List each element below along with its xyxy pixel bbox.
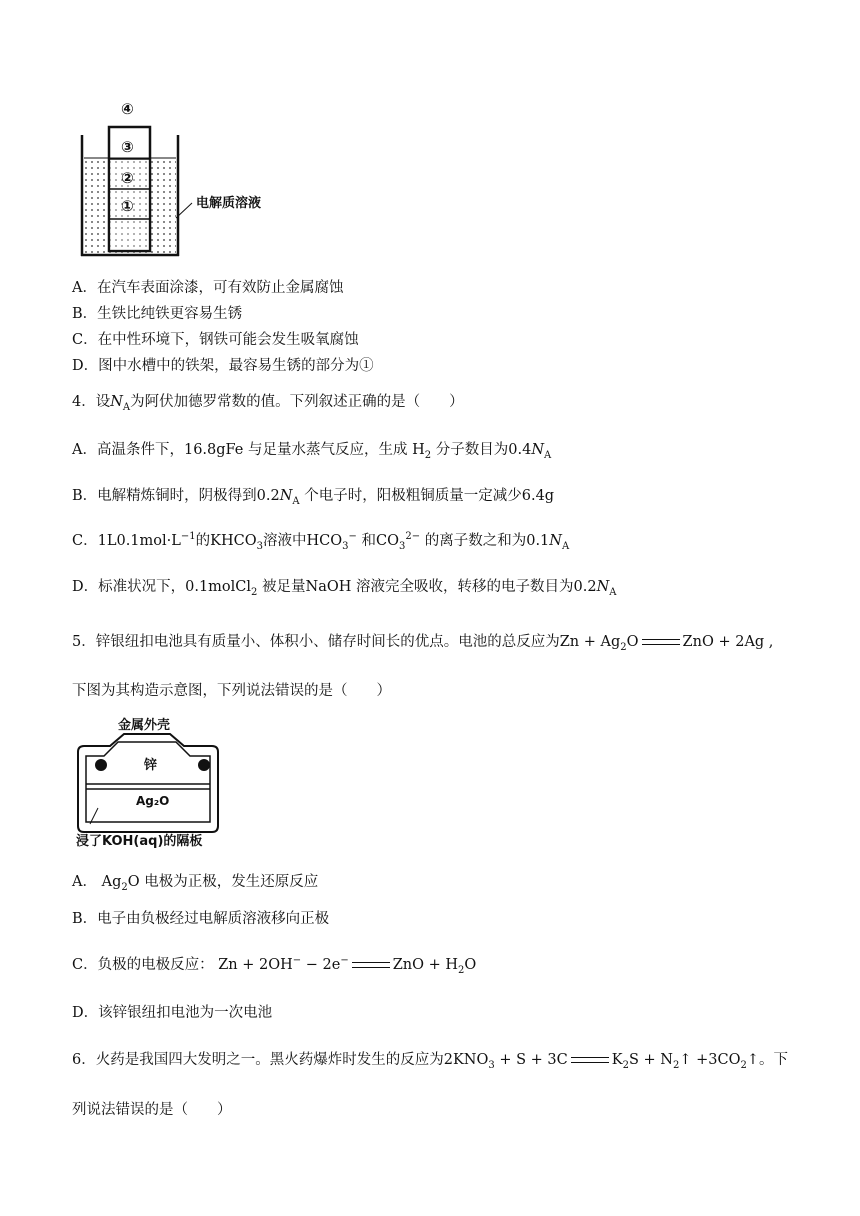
label-2: ②: [121, 169, 134, 187]
label-4: ④: [121, 100, 134, 118]
q3-option-b: B．生铁比纯铁更容易生锈: [72, 306, 243, 322]
q6-stem: 6．火药是我国四大发明之一。黑火药爆炸时发生的反应为$2KNO_3 + S + 3C$ $K_2S$ + $N_2↑$ $+3CO_2↑$。下: [72, 1052, 788, 1071]
q5-stem-line2: 下图为其构造示意图，下列说法错误的是（ ）: [72, 683, 391, 699]
iron-frame-figure: [72, 100, 292, 260]
q4-option-a: A．高温条件下，16.8gFe 与足量水蒸气反应，生成 $H_2$ 分子数目为$0.4N_A$: [72, 442, 552, 461]
separator-label: 浸了KOH(aq)的隔板: [76, 834, 203, 849]
equals-sign: [642, 639, 680, 645]
q5-stem: 5．锌银纽扣电池具有质量小、体积小、储存时间长的优点。电池的总反应为$Zn + Ag_2O$ ZnO + 2Ag ,: [72, 634, 774, 653]
q4-option-d: D．标准状况下，0.1molCl$_2$ 被足量NaOH 溶液完全吸收，转移的电子数目为$0.2N_A$: [72, 579, 617, 598]
q5-option-a: A． $Ag_2O$ 电极为正极，发生还原反应: [72, 874, 319, 893]
zinc-label: 锌: [144, 758, 158, 773]
label-1: ①: [121, 197, 134, 215]
ag2o-label: Ag₂O: [136, 794, 170, 808]
q5-option-c: C．负极的电极反应： Zn + 2OH− − 2e− ZnO + $H_2O$: [72, 955, 477, 976]
label-3: ③: [121, 138, 134, 156]
q5-option-b: B．电子由负极经过电解质溶液移向正极: [72, 911, 330, 927]
q5-option-d: D．该锌银纽扣电池为一次电池: [72, 1005, 273, 1021]
q3-option-a: A．在汽车表面涂漆，可有效防止金属腐蚀: [72, 280, 344, 296]
q6-stem-line2: 列说法错误的是（ ）: [72, 1102, 232, 1118]
equals-sign: [352, 962, 390, 968]
electrolyte-label: 电解质溶液: [196, 196, 262, 211]
q4-option-b: B．电解精炼铜时，阴极得到$0.2N_A$ 个电子时，阳极粗铜质量一定减少6.4g: [72, 488, 555, 507]
q3-option-d: D．图中水槽中的铁架，最容易生锈的部分为①: [72, 358, 374, 374]
q4-option-c: C．$1L0.1mol\cdot L^{-1}$的$KHCO_3$溶液中$HCO_3^-$ 和$CO_3^{2-}$ 的离子数之和为$0.1N_A$: [72, 531, 570, 552]
metal-shell-label: 金属外壳: [118, 718, 171, 733]
q4-stem: 4．设$N_A$为阿伏加德罗常数的值。下列叙述正确的是（ ）: [72, 394, 464, 413]
iron-frame-diagram: [72, 100, 292, 260]
button-battery-figure: [72, 712, 232, 852]
q3-option-c: C．在中性环境下，钢铁可能会发生吸氧腐蚀: [72, 332, 359, 348]
equals-sign: [571, 1057, 609, 1063]
